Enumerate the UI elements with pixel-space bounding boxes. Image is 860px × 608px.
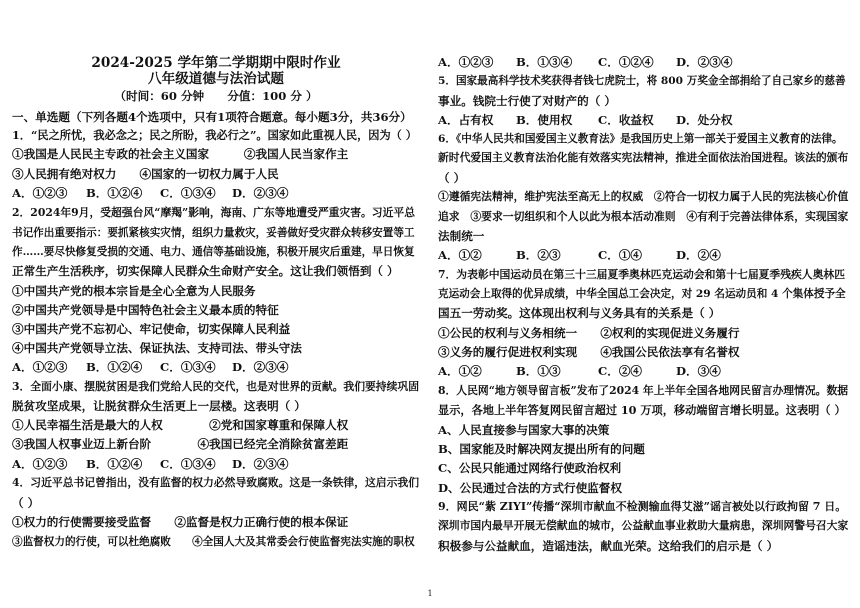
- option: C．①③④: [160, 360, 216, 374]
- option: A．①②: [438, 248, 482, 262]
- answer-options: [438, 113, 732, 127]
- option: A．①②③: [12, 457, 68, 471]
- question-line: ③中国共产党不忘初心、牢记使命，切实保障人民利益: [12, 322, 291, 336]
- exam-title: 2024-2025 学年第二学期期中限时作业: [91, 55, 341, 71]
- option: C．①③④: [160, 457, 216, 471]
- question-line: ①我国是人民民主专政的社会主义国家 ②我国人民当家作主: [12, 147, 349, 161]
- question-line: ③监督权力的行使，可以杜绝腐败 ④全国人大及其常委会行使监督宪法实施的职权: [12, 536, 415, 548]
- question-line: ②中国共产党领导是中国特色社会主义最本质的特征: [12, 303, 279, 317]
- option: C．①③④: [160, 186, 216, 200]
- question-line: （ ）: [12, 496, 40, 510]
- answer-options: [438, 55, 732, 69]
- question-line: ①遵循宪法精神，维护宪法至高无上的权威 ②符合一切权力属于人民的宪法核心价值: [438, 190, 849, 203]
- question-line: 新时代爱国主义教育法治化能有效落实宪法精神，推进全面依法治国进程。该法的颁布: [438, 151, 849, 164]
- exam-meta: （时间：60 分钟 分值：100 分 ）: [114, 89, 318, 103]
- question-line: ③人民拥有绝对权力 ④国家的一切权力属于人民: [12, 167, 279, 181]
- option: D．处分权: [676, 113, 733, 127]
- option: C．①②④: [598, 55, 654, 69]
- question-line: ③我国人权事业迈上新台阶 ④我国已经完全消除贫富差距: [12, 437, 349, 451]
- answer-option-line: D、公民通过合法的方式行使监督权: [438, 481, 622, 495]
- option: D．③④: [676, 364, 721, 378]
- question-line: 书记作出重要指示：要抓紧核实灾情，组织力量救灾，妥善做好受灾群众转移安置等工: [12, 227, 415, 239]
- exam-subtitle: 八年级道德与法治试题: [148, 71, 284, 87]
- option: C．①④: [598, 248, 643, 262]
- option: D．②③④: [232, 360, 289, 374]
- option: C．收益权: [598, 113, 654, 127]
- option: A．占有权: [438, 113, 494, 127]
- question-line: 国五一劳动奖。这体现出权利与义务具有的关系是（ ）: [438, 306, 721, 320]
- answer-options: [12, 457, 288, 471]
- answer-option-line: A、人民直接参与国家大事的决策: [438, 423, 610, 437]
- option: B．①②④: [86, 457, 143, 471]
- question-line: 9．网民“紫 ZIYI”传播“深圳市献血不检测输血得艾滋”谣言被处以行政拘留 7 日。: [438, 500, 847, 513]
- question-line: 8．人民网“地方领导留言板”发布了2024 年上半年全国各地网民留言办理情况。数据: [438, 384, 849, 397]
- section-heading: 一、单选题（下列各题4个选项中，只有1项符合题意。每小题3分，共36分）: [12, 110, 412, 124]
- answer-options: [438, 364, 721, 378]
- question-line: 法制统一: [438, 229, 485, 243]
- question-line: 事业。钱院士行使了对财产的（ ）: [438, 94, 616, 108]
- question-line: 2．2024年9月，受超强台风“摩羯”影响，海南、广东等地遭受严重灾害。习近平总: [12, 206, 415, 219]
- question-line: 1．“民之所忧，我必念之；民之所盼，我必行之”。国家如此重视人民，因为（ ）: [12, 128, 417, 142]
- question-line: 5．国家最高科学技术奖获得者钱七虎院士，将 800 万奖金全部捐给了自己家乡的慈善: [438, 75, 846, 87]
- answer-options: [12, 186, 288, 200]
- question-line: 深圳市国内最早开展无偿献血的城市，公益献血事业救助大量病患，深圳网警号召大家: [438, 519, 849, 532]
- question-line: ①权力的行使需要接受监督 ②监督是权力正确行使的根本保证: [12, 515, 349, 529]
- question-line: 正常生产生活秩序，切实保障人民群众生命财产安全。这让我们领悟到（ ）: [12, 264, 399, 278]
- page-number: 1: [427, 589, 433, 598]
- option: C．②④: [598, 364, 643, 378]
- option: D．②③④: [232, 457, 289, 471]
- question-line: （ ）: [438, 171, 466, 185]
- option: B．②③: [516, 248, 561, 262]
- question-line: 作……要尽快修复受损的交通、电力、通信等基础设施，积极开展灾后重建，早日恢复: [12, 246, 415, 258]
- option: B．①③④: [516, 55, 573, 69]
- question-line: 显示，各地上半年答复网民留言超过 10 万项，移动端留言增长明显。这表明（ ）: [438, 403, 846, 417]
- question-line: ①公民的权利与义务相统一 ②权利的实现促进义务履行: [438, 326, 740, 340]
- answer-options: [438, 248, 721, 262]
- question-line: 6．《中华人民共和国爱国主义教育法》是我国历史上第一部关于爱国主义教育的法律。: [438, 133, 843, 145]
- option: D．②③④: [232, 186, 289, 200]
- option: A．①②③: [438, 55, 494, 69]
- question-line: ①中国共产党的根本宗旨是全心全意为人民服务: [12, 284, 256, 298]
- answer-option-line: B、国家能及时解决网友提出所有的问题: [438, 442, 645, 456]
- question-line: 脱贫攻坚成果，让脱贫群众生活更上一层楼。这表明（ ）: [12, 399, 306, 413]
- question-line: ①人民幸福生活是最大的人权 ②党和国家尊重和保障人权: [12, 418, 349, 432]
- question-line: ④中国共产党领导立法、保证执法、支持司法、带头守法: [12, 341, 302, 355]
- option: B．①②④: [86, 186, 143, 200]
- option: B．使用权: [516, 113, 573, 127]
- question-line: 3．全面小康、摆脱贫困是我们党给人民的交代，也是对世界的贡献。我们要持续巩固: [12, 380, 419, 393]
- question-line: 积极参与公益献血，造谣违法，献血光荣。这给我们的启示是（ ）: [438, 539, 779, 553]
- option: B．①③: [516, 364, 561, 378]
- question-line: 7．为表彰中国运动员在第三十三届夏季奥林匹克运动会和第十七届夏季残疾人奥林匹: [438, 268, 845, 281]
- question-line: ③义务的履行促进权利实现 ④我国公民依法享有名誉权: [438, 345, 740, 359]
- option: D．②③④: [676, 55, 733, 69]
- option: A．①②: [438, 364, 482, 378]
- answer-options: [12, 360, 288, 374]
- option: A．①②③: [12, 360, 68, 374]
- question-line: 克运动会上取得的优异成绩，中华全国总工会决定，对 29 名运动员和 4 个集体授予全: [438, 288, 846, 300]
- answer-option-line: C、公民只能通过网络行使政治权利: [438, 461, 622, 475]
- option: A．①②③: [12, 186, 68, 200]
- question-line: 4．习近平总书记曾指出，没有监督的权力必然导致腐败。这是一条铁律，这启示我们: [12, 476, 419, 489]
- option: B．①②④: [86, 360, 143, 374]
- question-line: 追求 ③要求一切组织和个人以此为根本活动准则 ④有利于完善法律体系，实现国家: [438, 210, 849, 223]
- option: D．②④: [676, 248, 721, 262]
